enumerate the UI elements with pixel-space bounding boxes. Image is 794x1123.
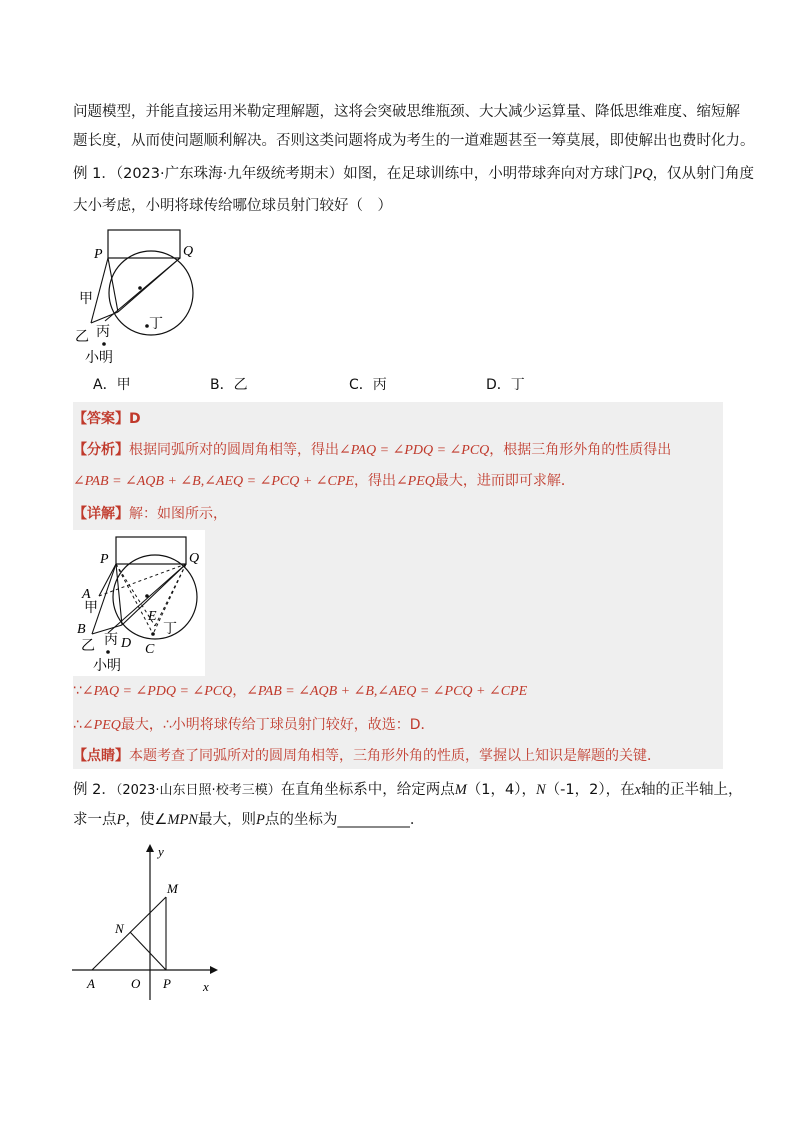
line-q-xiaoming	[105, 258, 180, 321]
label-a: A	[82, 587, 91, 602]
analysis-line-1	[73, 439, 671, 462]
point-center	[138, 286, 142, 290]
line-p-yi	[91, 258, 108, 323]
label-y: y	[158, 844, 164, 859]
label-q: Q	[183, 244, 194, 259]
label-xiaoming: 小明	[93, 658, 121, 674]
point-c	[151, 632, 155, 636]
comment-tag: 【点睛】	[73, 748, 129, 764]
goal-box	[108, 230, 180, 258]
intro-line-2: 题长度，从而使问题顺利解决。否则这类问题将成为考生的一道难题甚至一筹莫展，即使解出也费时化力。	[73, 133, 755, 149]
label-ding: 丁	[163, 621, 177, 637]
analysis-line-2	[73, 470, 575, 493]
analysis-math-3: ∠PEQ	[395, 474, 435, 489]
example1-text-a: 如图，在足球训练中，小明带球奔向对方球门	[343, 166, 634, 182]
example2-m-coord: （1，4），	[466, 782, 536, 798]
therefore-symbol: ∴	[73, 717, 82, 733]
label-x: x	[203, 979, 209, 994]
analysis-text-c: ，得出	[353, 473, 396, 489]
label-jia: 甲	[79, 291, 93, 307]
example2-m: M	[454, 782, 467, 798]
because-sep: ，	[232, 683, 247, 699]
detail-line	[73, 503, 227, 525]
example1-goal: PQ	[633, 166, 653, 182]
example2-source: （2023·山东日照·校考三模）	[115, 783, 281, 798]
example2-text-a: 在直角坐标系中，给定两点	[280, 782, 455, 798]
label-n: N	[115, 921, 124, 936]
therefore-math: ∠PEQ	[81, 718, 121, 733]
label-d: D	[121, 636, 132, 651]
label-bing: 丙	[96, 324, 110, 340]
example2-angle: MPN	[167, 812, 198, 828]
x-axis-arrow	[210, 966, 218, 974]
analysis-text-d: 最大，进而即可求解．	[434, 473, 575, 489]
line-p-b	[92, 564, 116, 634]
because-line	[73, 680, 527, 703]
label-e: E	[148, 609, 157, 624]
option-d[interactable]: D．丁	[486, 377, 525, 393]
option-c[interactable]: C．丙	[349, 377, 387, 393]
intro-line-1: 问题模型，并能直接运用米勒定理解题，这将会突破思维瓶颈、大大减少运算量、降低思维难度、缩短解	[73, 104, 740, 120]
therefore-text: 最大，∴小明将球传给丁球员射门较好，故选：D．	[120, 717, 435, 733]
example2-text-b: 轴的正半轴上，	[641, 782, 743, 798]
example2-line2-b: ，使∠	[125, 812, 168, 828]
label-a: A	[87, 976, 95, 991]
example1-source: （2023·广东珠海·九年级统考期末）	[115, 166, 344, 182]
example2-line2-e: ．	[409, 812, 425, 828]
answer-value: D	[129, 411, 141, 427]
because-math-2: ∠PAB = ∠AQB + ∠B,∠AEQ = ∠PCQ + ∠CPE	[246, 684, 528, 699]
line-q-e	[155, 564, 186, 626]
point-center	[145, 594, 149, 598]
example2-x: x	[634, 782, 642, 798]
answer-tag: 【答案】	[73, 411, 129, 427]
example2-label: 例 2．	[73, 782, 116, 798]
example2-line2-d: 点的坐标为	[264, 812, 338, 828]
point-xiaoming	[102, 342, 106, 346]
label-p: P	[100, 552, 109, 567]
label-yi: 乙	[81, 638, 95, 654]
answer-blank[interactable]: __________	[337, 812, 410, 828]
example1-label: 例 1．	[73, 166, 116, 182]
label-xiaoming: 小明	[85, 350, 113, 366]
label-bing: 丙	[104, 632, 118, 648]
analysis-text-a: 根据同弧所对的圆周角相等，得出	[129, 442, 339, 458]
analysis-math-1: ∠PAQ = ∠PDQ = ∠PCQ	[339, 443, 490, 458]
point-xiaoming	[106, 650, 110, 654]
label-c: C	[145, 642, 155, 657]
circle	[113, 555, 197, 639]
example1-line-1	[73, 162, 755, 187]
therefore-line	[73, 714, 435, 737]
answer-line	[73, 408, 141, 430]
label-q: Q	[189, 551, 200, 566]
y-axis-arrow	[146, 844, 154, 852]
example2-figure	[70, 840, 220, 1000]
example1-text-b: ，仅从射门角度	[652, 166, 755, 182]
analysis-text-b: ，根据三角形外角的性质得出	[489, 442, 672, 458]
comment-line	[73, 745, 661, 767]
because-symbol: ∵	[73, 683, 82, 699]
because-math-1: ∠PAQ = ∠PDQ = ∠PCQ	[81, 684, 233, 699]
example2-n-coord: （-1，2），在	[545, 782, 635, 798]
example2-p2: P	[255, 812, 265, 828]
label-b: B	[77, 622, 86, 637]
option-b[interactable]: B．乙	[210, 377, 248, 393]
example1-figure	[73, 225, 208, 370]
example2-p: P	[116, 812, 126, 828]
label-o: O	[131, 976, 141, 991]
example2-line-1	[73, 778, 743, 803]
detail-text: 解：如图所示，	[129, 506, 227, 522]
example2-line2-a: 求一点	[73, 812, 117, 828]
example2-line2-c: 最大，则	[197, 812, 256, 828]
label-p: P	[163, 976, 171, 991]
comment-text: 本题考查了同弧所对的圆周角相等，三角形外角的性质，掌握以上知识是解题的关键．	[129, 748, 661, 764]
example2-n: N	[536, 782, 546, 798]
analysis-math-2: ∠PAB = ∠AQB + ∠B,∠AEQ = ∠PCQ + ∠CPE	[73, 474, 354, 489]
option-a[interactable]: A．甲	[93, 377, 131, 393]
label-jia: 甲	[84, 600, 98, 616]
label-ding: 丁	[149, 316, 163, 332]
example1-line-2: 大小考虑，小明将球传给哪位球员射门较好（ ）	[73, 198, 392, 214]
line-n-p	[130, 932, 166, 970]
solution-figure	[73, 530, 205, 676]
label-p: P	[94, 247, 103, 262]
label-m: M	[167, 881, 178, 896]
analysis-tag: 【分析】	[73, 442, 129, 458]
label-yi: 乙	[75, 329, 89, 345]
example2-line-2	[73, 808, 733, 833]
detail-tag: 【详解】	[73, 506, 129, 522]
